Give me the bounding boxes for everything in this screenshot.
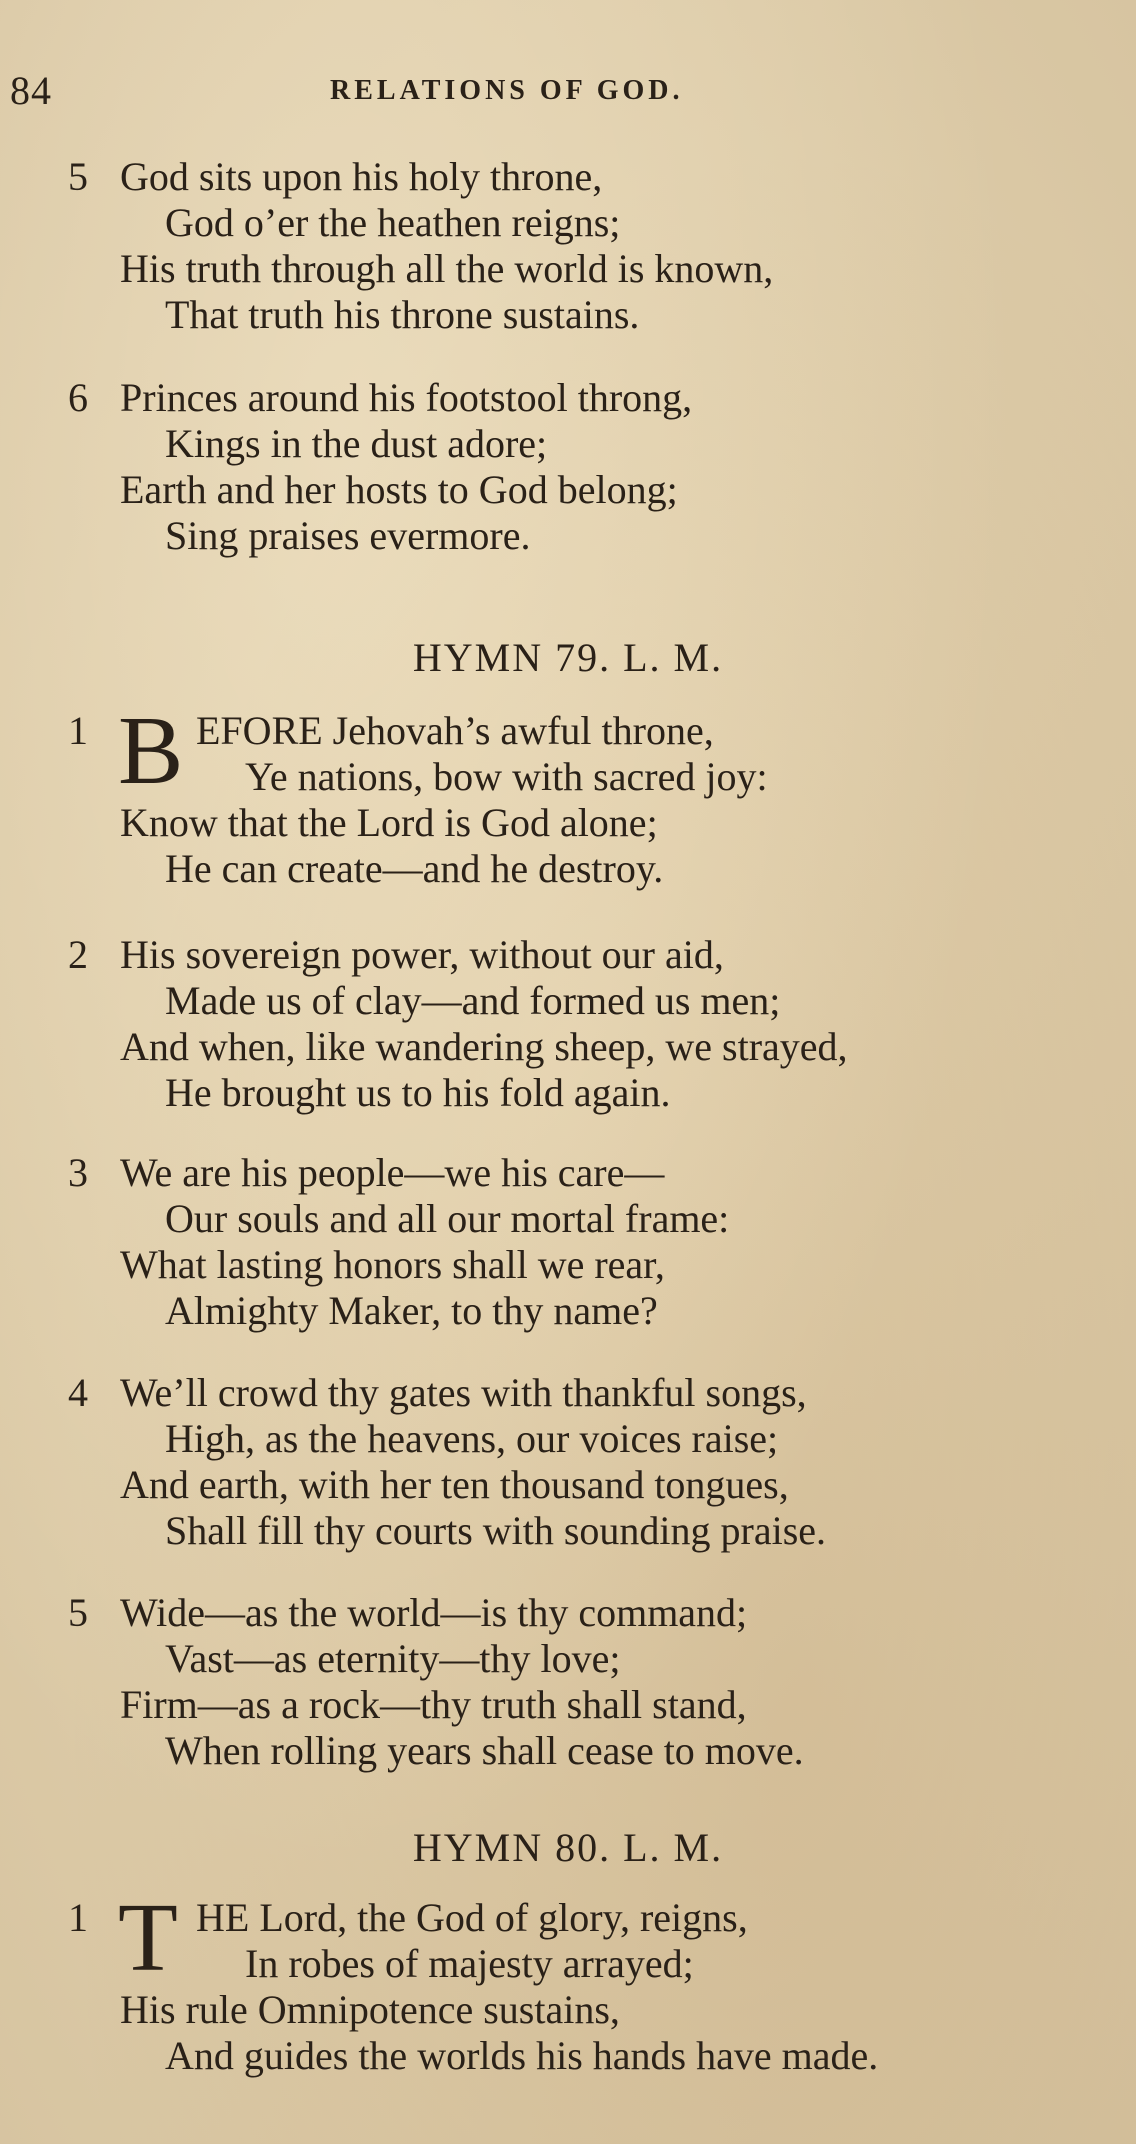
running-head: RELATIONS OF GOD. [330, 75, 684, 106]
verse-line: Know that the Lord is God alone; [120, 800, 658, 845]
verse-line: EFORE Jehovah’s awful throne, [196, 708, 714, 753]
verse-line: Made us of clay—and formed us men; [165, 978, 781, 1023]
verse-number: 2 [68, 932, 88, 977]
verse-line: His sovereign power, without our aid, [120, 932, 724, 977]
verse-number: 1 [68, 1895, 88, 1940]
verse-line: He can create—and he destroy. [165, 846, 664, 891]
verse-line: What lasting honors shall we rear, [120, 1242, 665, 1287]
verse-line: That truth his throne sustains. [165, 292, 640, 337]
verse-line: And when, like wandering sheep, we strayed, [120, 1024, 848, 1069]
verse-line: And guides the worlds his hands have made. [165, 2033, 879, 2078]
verse-line: God o’er the heathen reigns; [165, 200, 621, 245]
verse-line: He brought us to his fold again. [165, 1070, 671, 1115]
page-header [0, 66, 1136, 116]
verse-number: 6 [68, 375, 88, 420]
drop-cap: B [118, 697, 184, 805]
verse-line: His rule Omnipotence sustains, [120, 1987, 620, 2032]
drop-cap: T [118, 1884, 178, 1992]
verse-line: Firm—as a rock—thy truth shall stand, [120, 1682, 747, 1727]
verse-number: 1 [68, 708, 88, 753]
hymn-79-title: HYMN 79. L. M. [412, 635, 724, 680]
verse-line: In robes of majesty arrayed; [245, 1941, 694, 1986]
verse-line: Kings in the dust adore; [165, 421, 548, 466]
verse-number: 4 [68, 1370, 88, 1415]
page-number: 84 [10, 68, 52, 113]
verse-line: Our souls and all our mortal frame: [165, 1196, 730, 1241]
verse-line: God sits upon his holy throne, [120, 154, 603, 199]
verse-line: We are his people—we his care— [120, 1150, 665, 1195]
verse-line: Shall fill thy courts with sounding praise. [165, 1508, 827, 1553]
hymn-80-title: HYMN 80. L. M. [412, 1825, 724, 1870]
verse-number: 5 [68, 1590, 88, 1635]
verse-line: Ye nations, bow with sacred joy: [245, 754, 768, 799]
verse-line: High, as the heavens, our voices raise; [165, 1416, 779, 1461]
verse-number: 5 [68, 154, 88, 199]
verse-line: When rolling years shall cease to move. [165, 1728, 804, 1773]
verse-line: We’ll crowd thy gates with thankful songs, [120, 1370, 807, 1415]
verse-line: Earth and her hosts to God belong; [120, 467, 678, 512]
verse-line: Princes around his footstool throng, [120, 375, 693, 420]
verse-line: Vast—as eternity—thy love; [165, 1636, 621, 1681]
verse-line: HE Lord, the God of glory, reigns, [196, 1895, 748, 1940]
verse-line: Sing praises evermore. [165, 513, 531, 558]
verse-line: His truth through all the world is known, [120, 246, 774, 291]
verse-number: 3 [68, 1150, 88, 1195]
verse-line: Wide—as the world—is thy command; [120, 1590, 748, 1635]
verse-line: And earth, with her ten thousand tongues, [120, 1462, 789, 1507]
verse-line: Almighty Maker, to thy name? [165, 1288, 658, 1333]
